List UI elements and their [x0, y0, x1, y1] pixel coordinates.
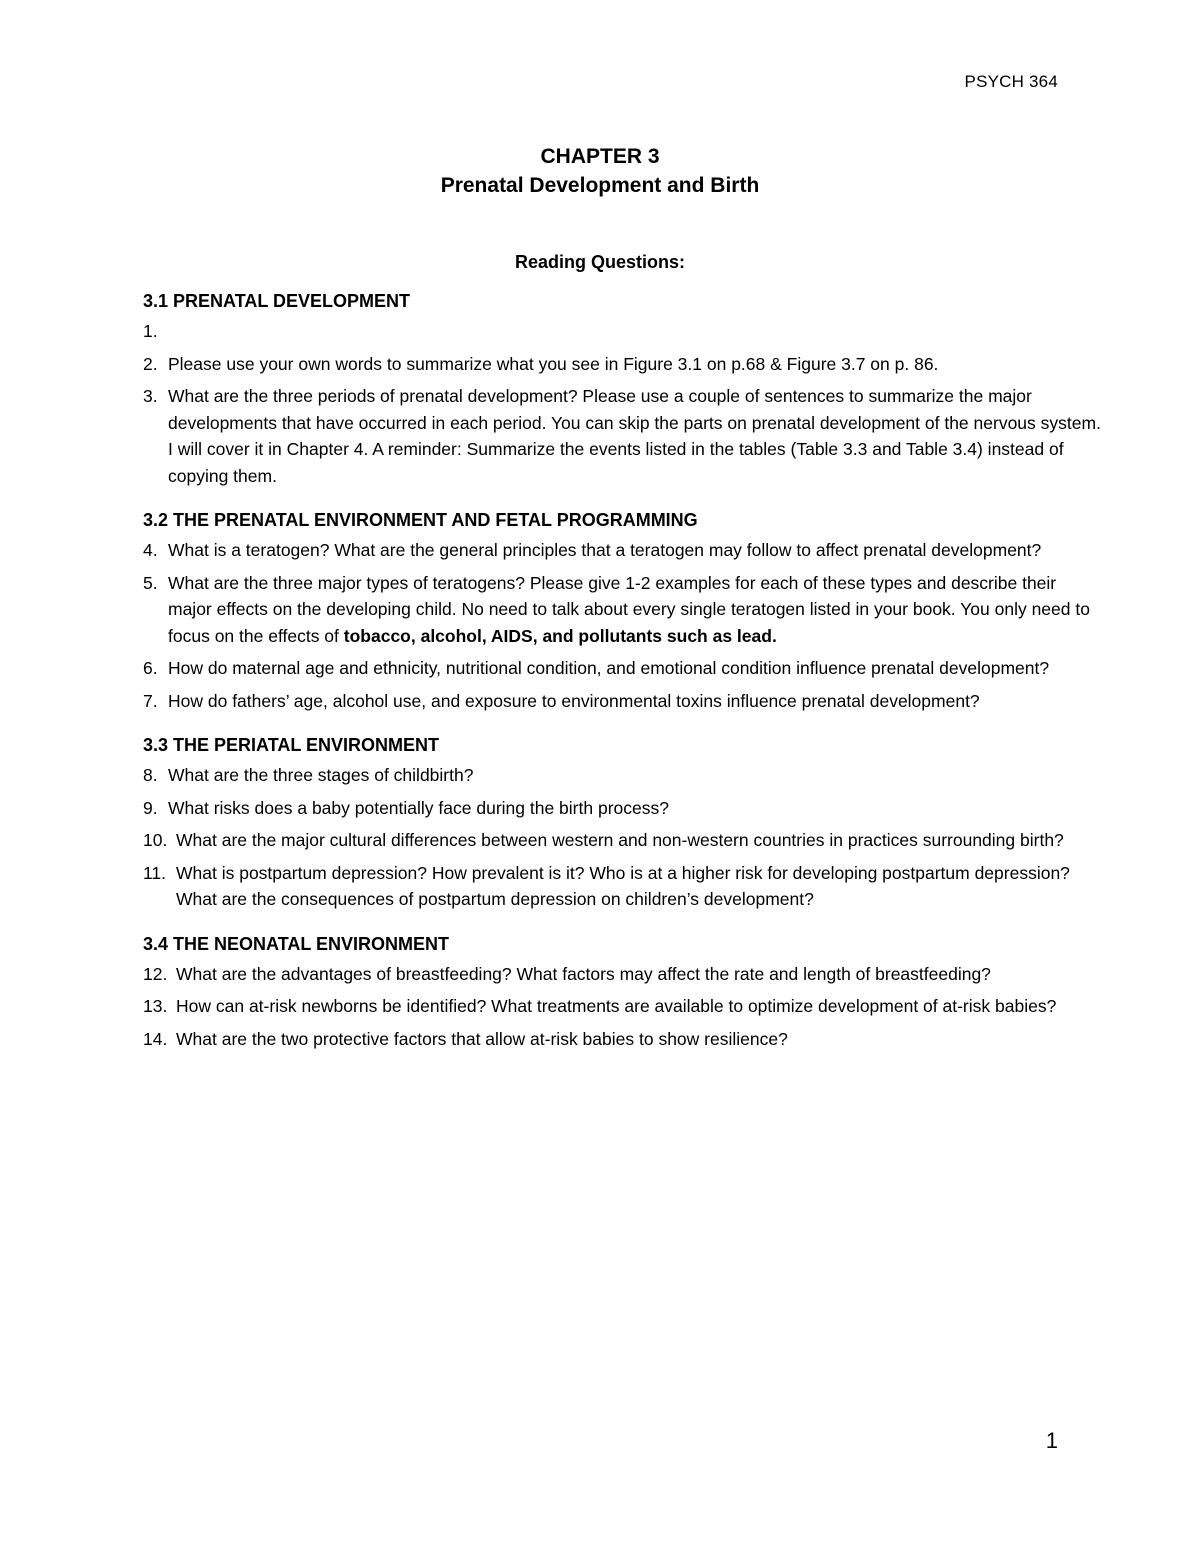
- chapter-title: Prenatal Development and Birth: [440, 174, 760, 197]
- question-text: What are the three periods of prenatal development? Please use a couple of sentences to summarize the major developments that have occurred in each period. You can skip the parts on prenatal development of the nervous system. I will cover it in Chapter 4. A reminder: Summarize the events listed in the tables (Table 3.3 and Table 3.4) instead of copying them.: [168, 386, 1101, 486]
- course-header: PSYCH 364: [964, 72, 1058, 91]
- question-text: What are the three major types of teratogens? Please give 1-2 examples for each of these types and describe their major effects on the developing child. No need to talk about every single teratogen listed in your book. You only need to focus on the effects of: [168, 572, 1090, 646]
- question-number: 4.: [143, 540, 158, 560]
- question-number: 8.: [143, 765, 158, 785]
- question-item: [143, 318, 1103, 345]
- question-number: 11.: [143, 862, 167, 883]
- question-number: 2.: [143, 353, 158, 374]
- question-item: [143, 961, 1103, 988]
- question-item: [143, 795, 1103, 822]
- question-item: [143, 860, 1103, 913]
- question-item: [143, 827, 1103, 854]
- question-text: How do maternal age and ethnicity, nutritional condition, and emotional condition influence prenatal development?: [168, 658, 1050, 678]
- question-text: Please use your own words to summarize what you see in Figure 3.1 on p.68 & Figure 3.7 on p. 86.: [168, 353, 939, 374]
- section-heading: 3.4 THE NEONATAL ENVIRONMENT: [143, 933, 450, 954]
- question-text: How do fathers’ age, alcohol use, and exposure to environmental toxins influence prenatal development?: [168, 690, 980, 711]
- question-item: [143, 993, 1103, 1020]
- question-emphasis-text: tobacco, alcohol, AIDS, and pollutants such as lead.: [343, 625, 777, 646]
- question-number: 6.: [143, 658, 158, 678]
- question-item: [143, 655, 1103, 682]
- reading-questions-heading: Reading Questions:: [514, 252, 685, 272]
- question-number: 13.: [143, 996, 168, 1016]
- question-text: What risks does a baby potentially face during the birth process?: [168, 797, 669, 818]
- question-text: What are the two protective factors that allow at-risk babies to show resilience?: [176, 1028, 788, 1049]
- question-list: [143, 318, 1103, 489]
- question-text: What are the advantages of breastfeeding? What factors may affect the rate and length of breastfeeding?: [176, 963, 991, 984]
- section-heading: 3.2 THE PRENATAL ENVIRONMENT AND FETAL PROGRAMMING: [143, 510, 698, 530]
- question-number: 12.: [143, 963, 168, 984]
- question-number: 5.: [143, 572, 158, 593]
- question-item: [143, 383, 1103, 489]
- section-prenatal-development: [143, 288, 1103, 489]
- section-perinatal-environment: [143, 732, 1103, 913]
- question-item: [143, 351, 1103, 378]
- question-item: [143, 570, 1103, 650]
- section-prenatal-environment: [143, 507, 1103, 714]
- section-heading: 3.3 THE PERIATAL ENVIRONMENT: [143, 735, 440, 755]
- section-heading: 3.1 PRENATAL DEVELOPMENT: [143, 291, 411, 311]
- question-item: [143, 1026, 1103, 1053]
- question-number: 10.: [143, 830, 168, 850]
- question-text: What are the three stages of childbirth?: [168, 765, 474, 785]
- question-item: [143, 762, 1103, 789]
- question-text: What is a teratogen? What are the general principles that a teratogen may follow to affect prenatal development?: [168, 540, 1042, 560]
- page-number: 1: [1045, 1428, 1058, 1453]
- question-item: [143, 688, 1103, 715]
- question-list: [143, 762, 1103, 913]
- question-list: [143, 537, 1103, 714]
- question-number: 7.: [143, 690, 158, 711]
- question-text: What is postpartum depression? How prevalent is it? Who is at a higher risk for developing postpartum depression? What are the consequences of postpartum depression on children’s development?: [176, 862, 1070, 909]
- question-text: How can at-risk newborns be identified? What treatments are available to optimize development of at-risk babies?: [176, 996, 1057, 1016]
- title-block: [0, 143, 1200, 201]
- question-number: 1.: [143, 321, 158, 341]
- question-text: What are the major cultural differences between western and non-western countries in practices surrounding birth?: [176, 830, 1064, 850]
- question-number: 14.: [143, 1028, 168, 1049]
- question-sections: [143, 288, 1103, 1070]
- question-number: 3.: [143, 386, 158, 406]
- question-number: 9.: [143, 797, 158, 818]
- question-list: [143, 961, 1103, 1053]
- question-item: [143, 537, 1103, 564]
- chapter-number: CHAPTER 3: [540, 145, 660, 168]
- section-neonatal-environment: [143, 931, 1103, 1053]
